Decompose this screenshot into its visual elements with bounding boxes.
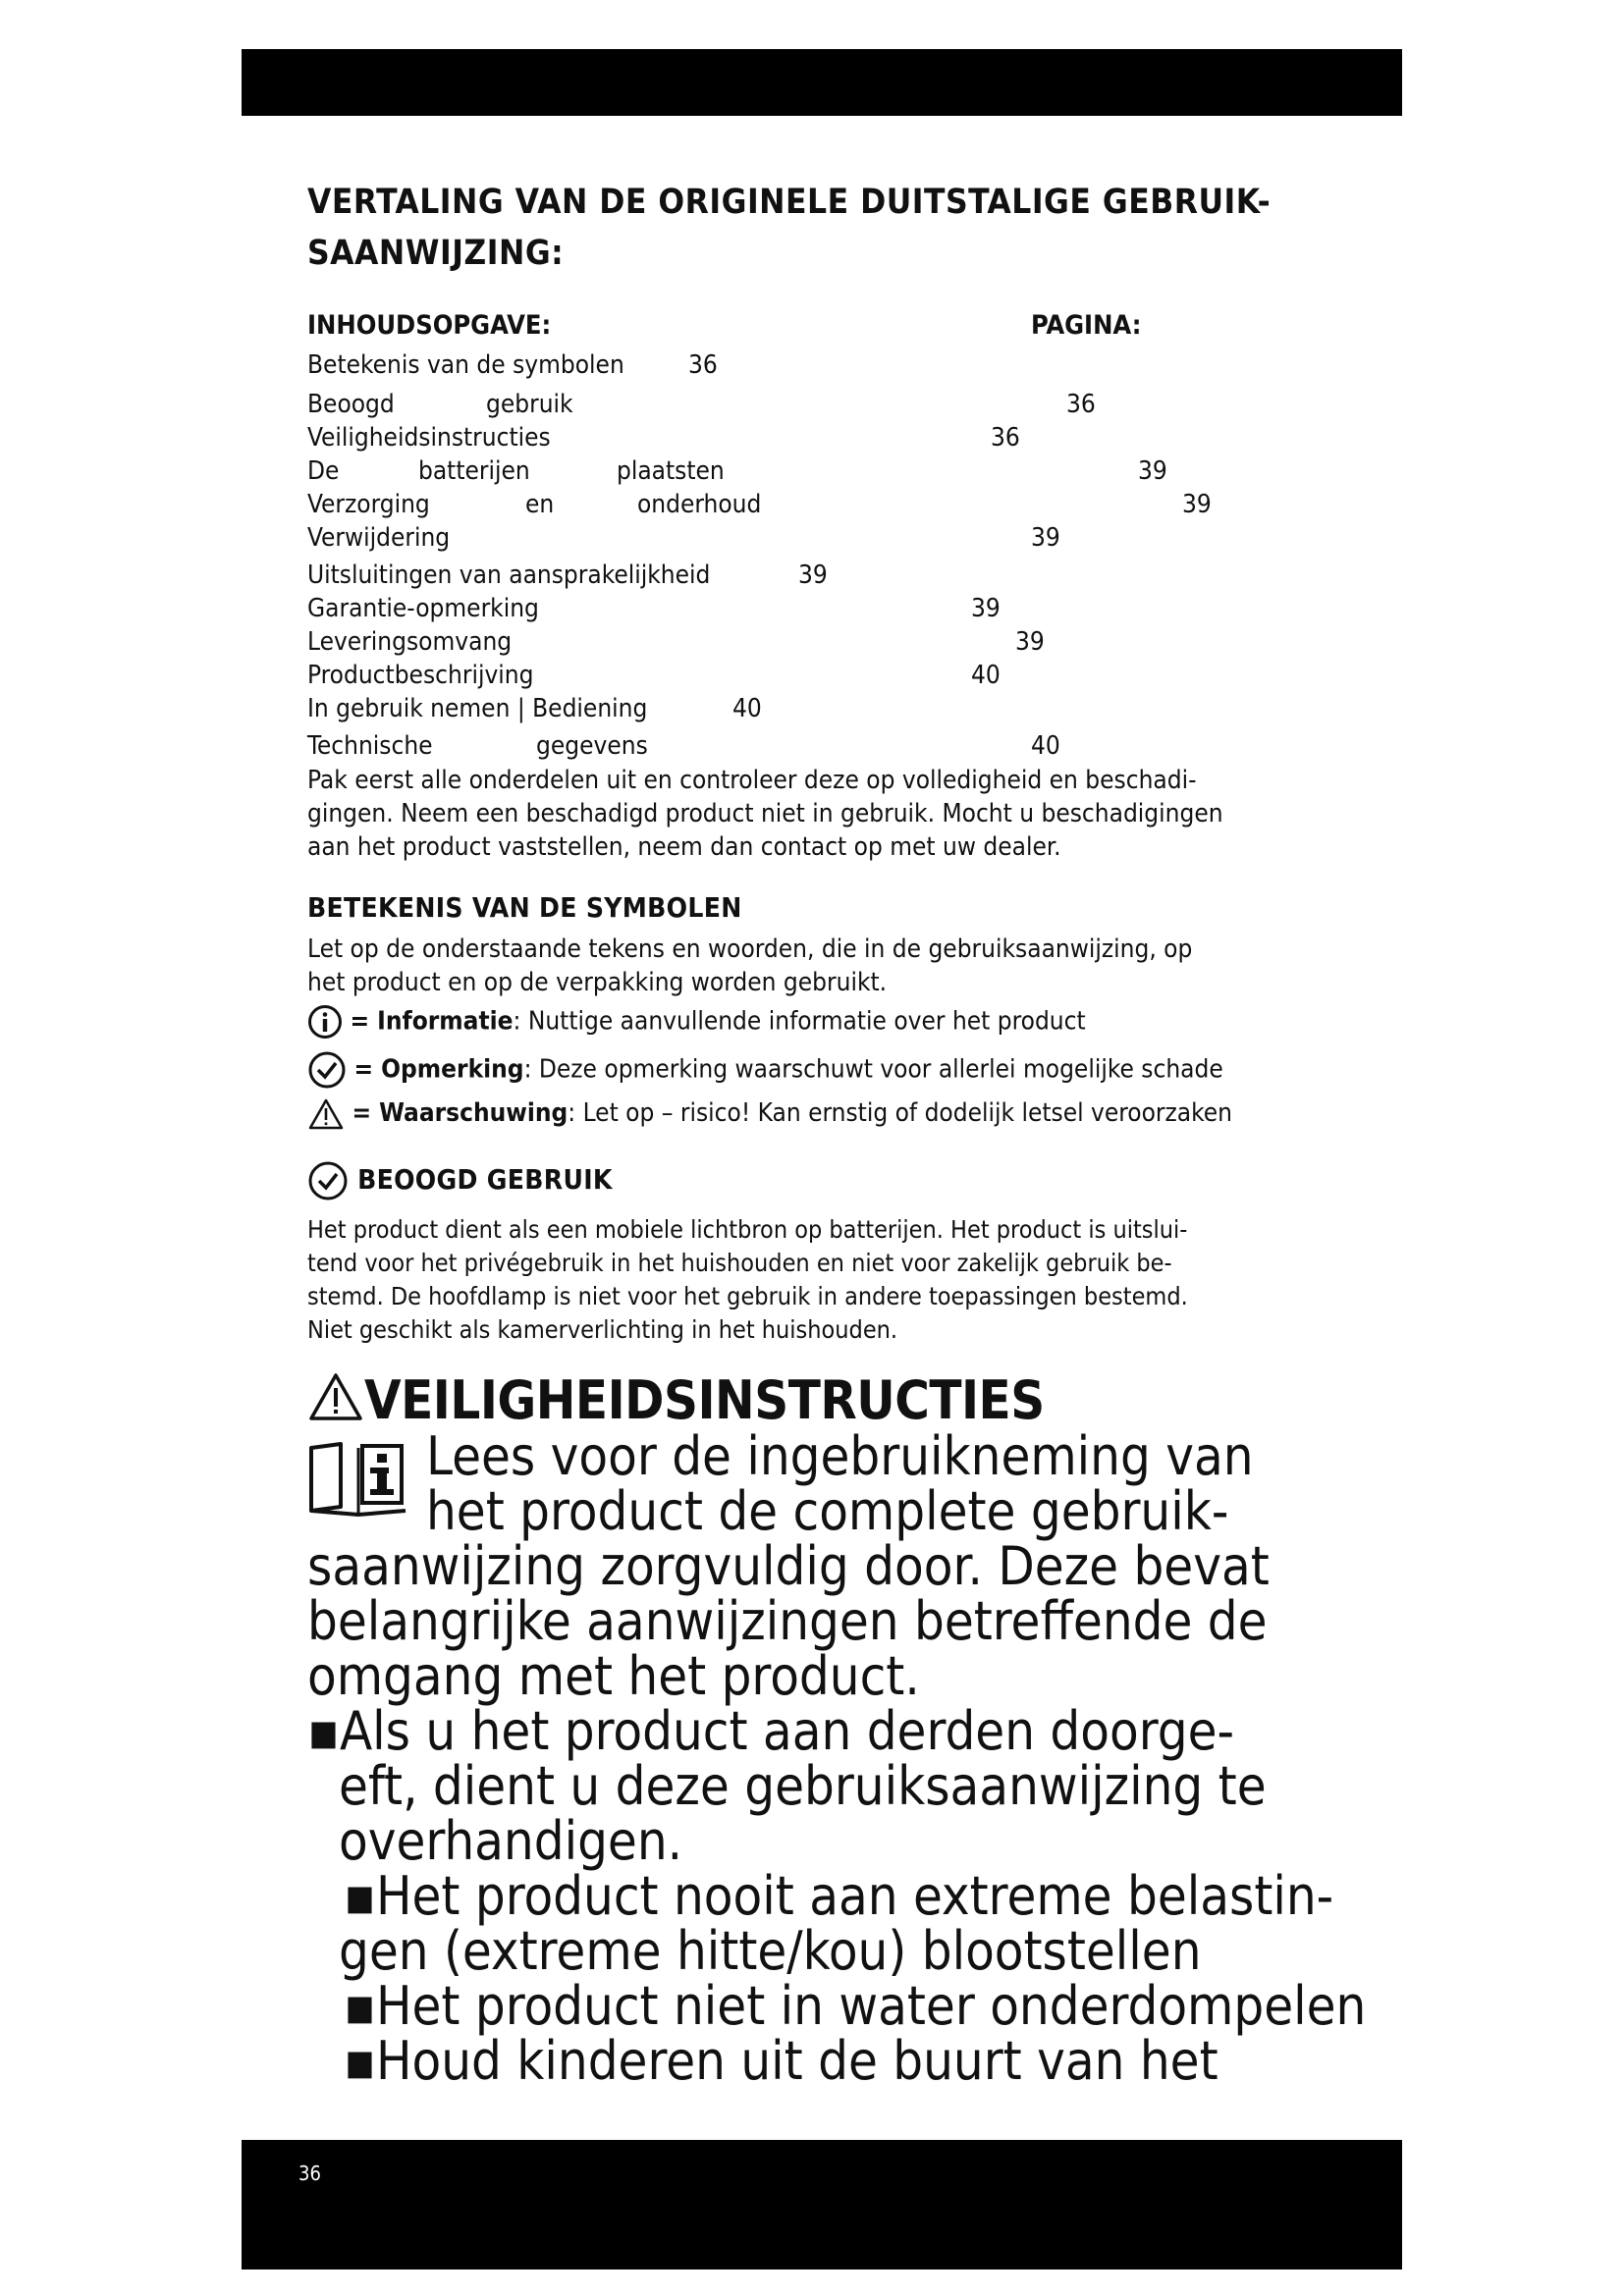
symbols-paragraph: Let op de onderstaande tekens en woorden, die in de gebruiksaanwijzing, op het product en op de verpakking worden gebruikt. bbox=[307, 934, 1193, 997]
symbols-section-title: BETEKENIS VAN DE SYMBOLEN bbox=[307, 891, 742, 924]
safety-bullet-line: eft, dient u deze gebruiksaanwijzing te bbox=[339, 1755, 1267, 1817]
warning-triangle-icon bbox=[307, 1097, 345, 1131]
safety-line: belangrijke aanwijzingen betreffende de bbox=[307, 1590, 1268, 1652]
safety-bullet-line: ▪ Het product niet in water onderdompelen bbox=[344, 1979, 1366, 2034]
top-black-bar bbox=[242, 49, 1402, 116]
safety-bullet-line: ▪ Houd kinderen uit de buurt van het bbox=[344, 2034, 1218, 2089]
intro-paragraph: Pak eerst alle onderdelen uit en controleer deze op volledigheid en beschadi- gingen. Neem een beschadigd product niet in gebruik. Mocht u beschadigingen aan het product vaststellen, neem dan contact op met uw dealer. bbox=[307, 766, 1223, 862]
symbol-row-remark: = Opmerking: Deze opmerking waarschuwt voor allerlei mogelijke schade bbox=[307, 1050, 1223, 1090]
toc-page-heading: PAGINA: bbox=[1031, 310, 1142, 341]
intended-use-title: BEOOGD GEBRUIK bbox=[307, 1160, 613, 1201]
safety-section-title: VEILIGHEIDSINSTRUCTIES bbox=[307, 1369, 1045, 1431]
safety-line: omgang met het product. bbox=[307, 1645, 920, 1707]
bottom-black-bar bbox=[242, 2140, 1402, 2269]
symbol-row-info: = Informatie: Nuttige aanvullende informatie over het product bbox=[307, 1004, 1086, 1040]
safety-line: het product de complete gebruik- bbox=[426, 1480, 1229, 1542]
warning-triangle-icon bbox=[307, 1371, 364, 1422]
safety-line: saanwijzing zorgvuldig door. Deze bevat bbox=[307, 1535, 1270, 1597]
info-icon bbox=[307, 1004, 343, 1040]
check-circle-icon bbox=[307, 1050, 347, 1090]
symbol-row-warning: = Waarschuwing: Let op – risico! Kan ernstig of dodelijk letsel veroorzaken bbox=[307, 1096, 1232, 1131]
document-title: VERTALING VAN DE ORIGINELE DUITSTALIGE GEBRUIK-SAANWIJZING: bbox=[307, 183, 1272, 273]
safety-line: Lees voor de ingebruikneming van bbox=[426, 1425, 1254, 1487]
check-circle-icon bbox=[307, 1160, 349, 1201]
page-number: 36 bbox=[298, 2162, 321, 2185]
safety-bullet-line: gen (extreme hitte/kou) blootstellen bbox=[339, 1920, 1202, 1982]
safety-bullet-line: overhandigen. bbox=[339, 1810, 683, 1872]
safety-bullet-line: ▪ Als u het product aan derden doorge- bbox=[307, 1704, 1234, 1759]
read-manual-icon bbox=[307, 1438, 415, 1521]
toc-heading: INHOUDSOPGAVE: bbox=[307, 310, 552, 341]
intended-use-paragraph: Het product dient als een mobiele lichtbron op batterijen. Het product is uitslui- tend voor het privégebruik in het huishouden en niet voor zakelijk gebruik be- stemd. De hoofdlamp is niet voor het gebruik in andere toepassingen bestemd. Niet geschikt als kamerverlichting in het huishouden. bbox=[307, 1215, 1188, 1344]
safety-bullet-line: ▪ Het product nooit aan extreme belastin- bbox=[344, 1869, 1333, 1924]
